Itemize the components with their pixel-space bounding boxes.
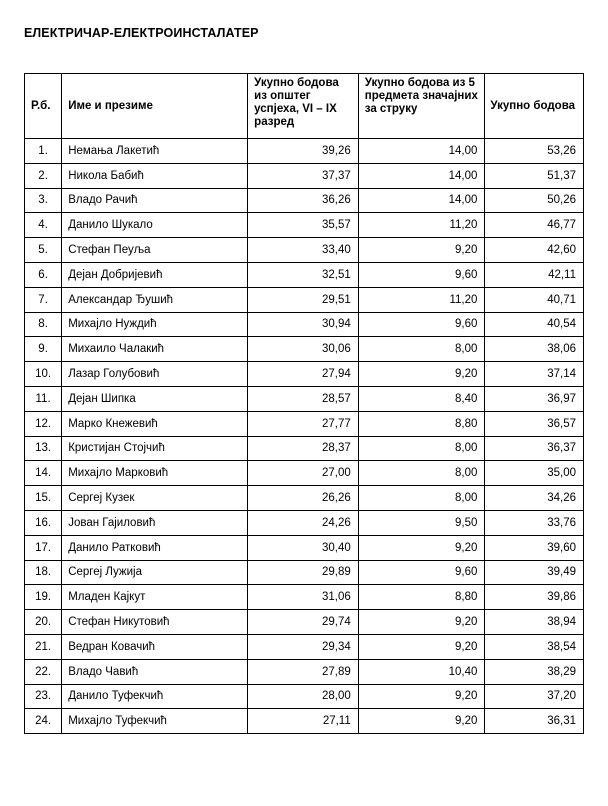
student-name-cell: Данило Ратковић: [62, 535, 248, 560]
header-general-success: Укупно бодова из општег успјеха, VI – IX разред: [248, 74, 359, 139]
general-success-points-cell: 28,00: [248, 684, 359, 709]
row-number-cell: 16.: [25, 510, 62, 535]
row-number-cell: 23.: [25, 684, 62, 709]
table-row: [25, 287, 584, 312]
student-name-cell: Данило Туфекчић: [62, 684, 248, 709]
total-points-cell: 40,71: [485, 287, 584, 312]
general-success-points-cell: 26,26: [248, 486, 359, 511]
table-row: [25, 709, 584, 734]
student-name-cell: Марко Кнежевић: [62, 411, 248, 436]
total-points-cell: 38,06: [485, 337, 584, 362]
row-number-cell: 2.: [25, 163, 62, 188]
table-header-row: [25, 74, 584, 139]
row-number-cell: 14.: [25, 461, 62, 486]
subject-points-cell: 9,20: [358, 238, 485, 263]
general-success-points-cell: 28,57: [248, 386, 359, 411]
table-row: [25, 510, 584, 535]
student-name-cell: Александар Ђушић: [62, 287, 248, 312]
subject-points-cell: 14,00: [358, 163, 485, 188]
table-row: [25, 659, 584, 684]
subject-points-cell: 8,00: [358, 461, 485, 486]
student-name-cell: Владо Чавић: [62, 659, 248, 684]
subject-points-cell: 9,60: [358, 262, 485, 287]
table-row: [25, 188, 584, 213]
student-name-cell: Данило Шукало: [62, 213, 248, 238]
general-success-points-cell: 30,94: [248, 312, 359, 337]
table-row: [25, 238, 584, 263]
student-name-cell: Стефан Пеуља: [62, 238, 248, 263]
subject-points-cell: 9,50: [358, 510, 485, 535]
total-points-cell: 53,26: [485, 139, 584, 164]
table-row: [25, 436, 584, 461]
document-title: ЕЛЕКТРИЧАР-ЕЛЕКТРОИНСТАЛАТЕР: [24, 26, 259, 40]
general-success-points-cell: 31,06: [248, 585, 359, 610]
total-points-cell: 39,60: [485, 535, 584, 560]
total-points-cell: 37,14: [485, 362, 584, 387]
total-points-cell: 39,49: [485, 560, 584, 585]
student-name-cell: Ведран Ковачић: [62, 634, 248, 659]
table-row: [25, 461, 584, 486]
table-row: [25, 535, 584, 560]
total-points-cell: 37,20: [485, 684, 584, 709]
table-row: [25, 337, 584, 362]
table-row: [25, 684, 584, 709]
table-row: [25, 610, 584, 635]
student-name-cell: Лазар Голубовић: [62, 362, 248, 387]
subject-points-cell: 11,20: [358, 287, 485, 312]
total-points-cell: 39,86: [485, 585, 584, 610]
general-success-points-cell: 27,89: [248, 659, 359, 684]
total-points-cell: 42,11: [485, 262, 584, 287]
row-number-cell: 12.: [25, 411, 62, 436]
student-name-cell: Михајло Нуждић: [62, 312, 248, 337]
table-row: [25, 362, 584, 387]
subject-points-cell: 8,00: [358, 337, 485, 362]
row-number-cell: 24.: [25, 709, 62, 734]
general-success-points-cell: 30,40: [248, 535, 359, 560]
general-success-points-cell: 27,00: [248, 461, 359, 486]
total-points-cell: 50,26: [485, 188, 584, 213]
subject-points-cell: 9,20: [358, 684, 485, 709]
subject-points-cell: 8,00: [358, 486, 485, 511]
general-success-points-cell: 29,34: [248, 634, 359, 659]
header-rb: Р.б.: [25, 74, 62, 139]
row-number-cell: 11.: [25, 386, 62, 411]
subject-points-cell: 14,00: [358, 139, 485, 164]
row-number-cell: 1.: [25, 139, 62, 164]
student-name-cell: Владо Рачић: [62, 188, 248, 213]
row-number-cell: 7.: [25, 287, 62, 312]
general-success-points-cell: 29,89: [248, 560, 359, 585]
row-number-cell: 8.: [25, 312, 62, 337]
general-success-points-cell: 24,26: [248, 510, 359, 535]
total-points-cell: 33,76: [485, 510, 584, 535]
table-row: [25, 411, 584, 436]
row-number-cell: 10.: [25, 362, 62, 387]
student-name-cell: Дејан Добријевић: [62, 262, 248, 287]
student-name-cell: Јован Гајиловић: [62, 510, 248, 535]
header-subject-points: Укупно бодова из 5 предмета значајних за струку: [358, 74, 485, 139]
subject-points-cell: 9,20: [358, 709, 485, 734]
table-row: [25, 312, 584, 337]
general-success-points-cell: 29,74: [248, 610, 359, 635]
subject-points-cell: 8,80: [358, 411, 485, 436]
student-name-cell: Немања Лакетић: [62, 139, 248, 164]
table-row: [25, 386, 584, 411]
total-points-cell: 36,57: [485, 411, 584, 436]
table-row: [25, 163, 584, 188]
subject-points-cell: 9,20: [358, 634, 485, 659]
total-points-cell: 36,31: [485, 709, 584, 734]
row-number-cell: 5.: [25, 238, 62, 263]
general-success-points-cell: 27,94: [248, 362, 359, 387]
subject-points-cell: 9,20: [358, 610, 485, 635]
total-points-cell: 46,77: [485, 213, 584, 238]
student-name-cell: Никола Бабић: [62, 163, 248, 188]
general-success-points-cell: 27,77: [248, 411, 359, 436]
row-number-cell: 18.: [25, 560, 62, 585]
row-number-cell: 17.: [25, 535, 62, 560]
student-name-cell: Михајло Марковић: [62, 461, 248, 486]
total-points-cell: 34,26: [485, 486, 584, 511]
header-total-points: Укупно бодова: [485, 74, 584, 139]
table-row: [25, 560, 584, 585]
row-number-cell: 20.: [25, 610, 62, 635]
general-success-points-cell: 37,37: [248, 163, 359, 188]
row-number-cell: 15.: [25, 486, 62, 511]
student-name-cell: Младен Кајкут: [62, 585, 248, 610]
student-name-cell: Стефан Никутовић: [62, 610, 248, 635]
general-success-points-cell: 32,51: [248, 262, 359, 287]
header-name: Име и презиме: [62, 74, 248, 139]
total-points-cell: 42,60: [485, 238, 584, 263]
student-name-cell: Михаило Чалакић: [62, 337, 248, 362]
general-success-points-cell: 27,11: [248, 709, 359, 734]
total-points-cell: 36,37: [485, 436, 584, 461]
row-number-cell: 6.: [25, 262, 62, 287]
general-success-points-cell: 36,26: [248, 188, 359, 213]
student-name-cell: Дејан Шипка: [62, 386, 248, 411]
general-success-points-cell: 39,26: [248, 139, 359, 164]
general-success-points-cell: 35,57: [248, 213, 359, 238]
table-row: [25, 139, 584, 164]
row-number-cell: 19.: [25, 585, 62, 610]
student-name-cell: Кристијан Стојчић: [62, 436, 248, 461]
subject-points-cell: 9,20: [358, 362, 485, 387]
table-row: [25, 585, 584, 610]
total-points-cell: 36,97: [485, 386, 584, 411]
row-number-cell: 21.: [25, 634, 62, 659]
student-name-cell: Михајло Туфекчић: [62, 709, 248, 734]
general-success-points-cell: 28,37: [248, 436, 359, 461]
subject-points-cell: 9,60: [358, 312, 485, 337]
row-number-cell: 22.: [25, 659, 62, 684]
general-success-points-cell: 33,40: [248, 238, 359, 263]
general-success-points-cell: 30,06: [248, 337, 359, 362]
row-number-cell: 9.: [25, 337, 62, 362]
subject-points-cell: 9,60: [358, 560, 485, 585]
table-body: [25, 139, 584, 734]
total-points-cell: 40,54: [485, 312, 584, 337]
row-number-cell: 3.: [25, 188, 62, 213]
student-name-cell: Сергеј Лужија: [62, 560, 248, 585]
table-row: [25, 262, 584, 287]
student-name-cell: Сергеј Кузек: [62, 486, 248, 511]
row-number-cell: 4.: [25, 213, 62, 238]
table-row: [25, 486, 584, 511]
subject-points-cell: 8,40: [358, 386, 485, 411]
table-row: [25, 213, 584, 238]
subject-points-cell: 8,00: [358, 436, 485, 461]
subject-points-cell: 8,80: [358, 585, 485, 610]
subject-points-cell: 11,20: [358, 213, 485, 238]
total-points-cell: 35,00: [485, 461, 584, 486]
total-points-cell: 38,29: [485, 659, 584, 684]
total-points-cell: 38,54: [485, 634, 584, 659]
subject-points-cell: 9,20: [358, 535, 485, 560]
table-row: [25, 634, 584, 659]
general-success-points-cell: 29,51: [248, 287, 359, 312]
row-number-cell: 13.: [25, 436, 62, 461]
results-table: [24, 73, 584, 734]
subject-points-cell: 10,40: [358, 659, 485, 684]
total-points-cell: 38,94: [485, 610, 584, 635]
total-points-cell: 51,37: [485, 163, 584, 188]
subject-points-cell: 14,00: [358, 188, 485, 213]
